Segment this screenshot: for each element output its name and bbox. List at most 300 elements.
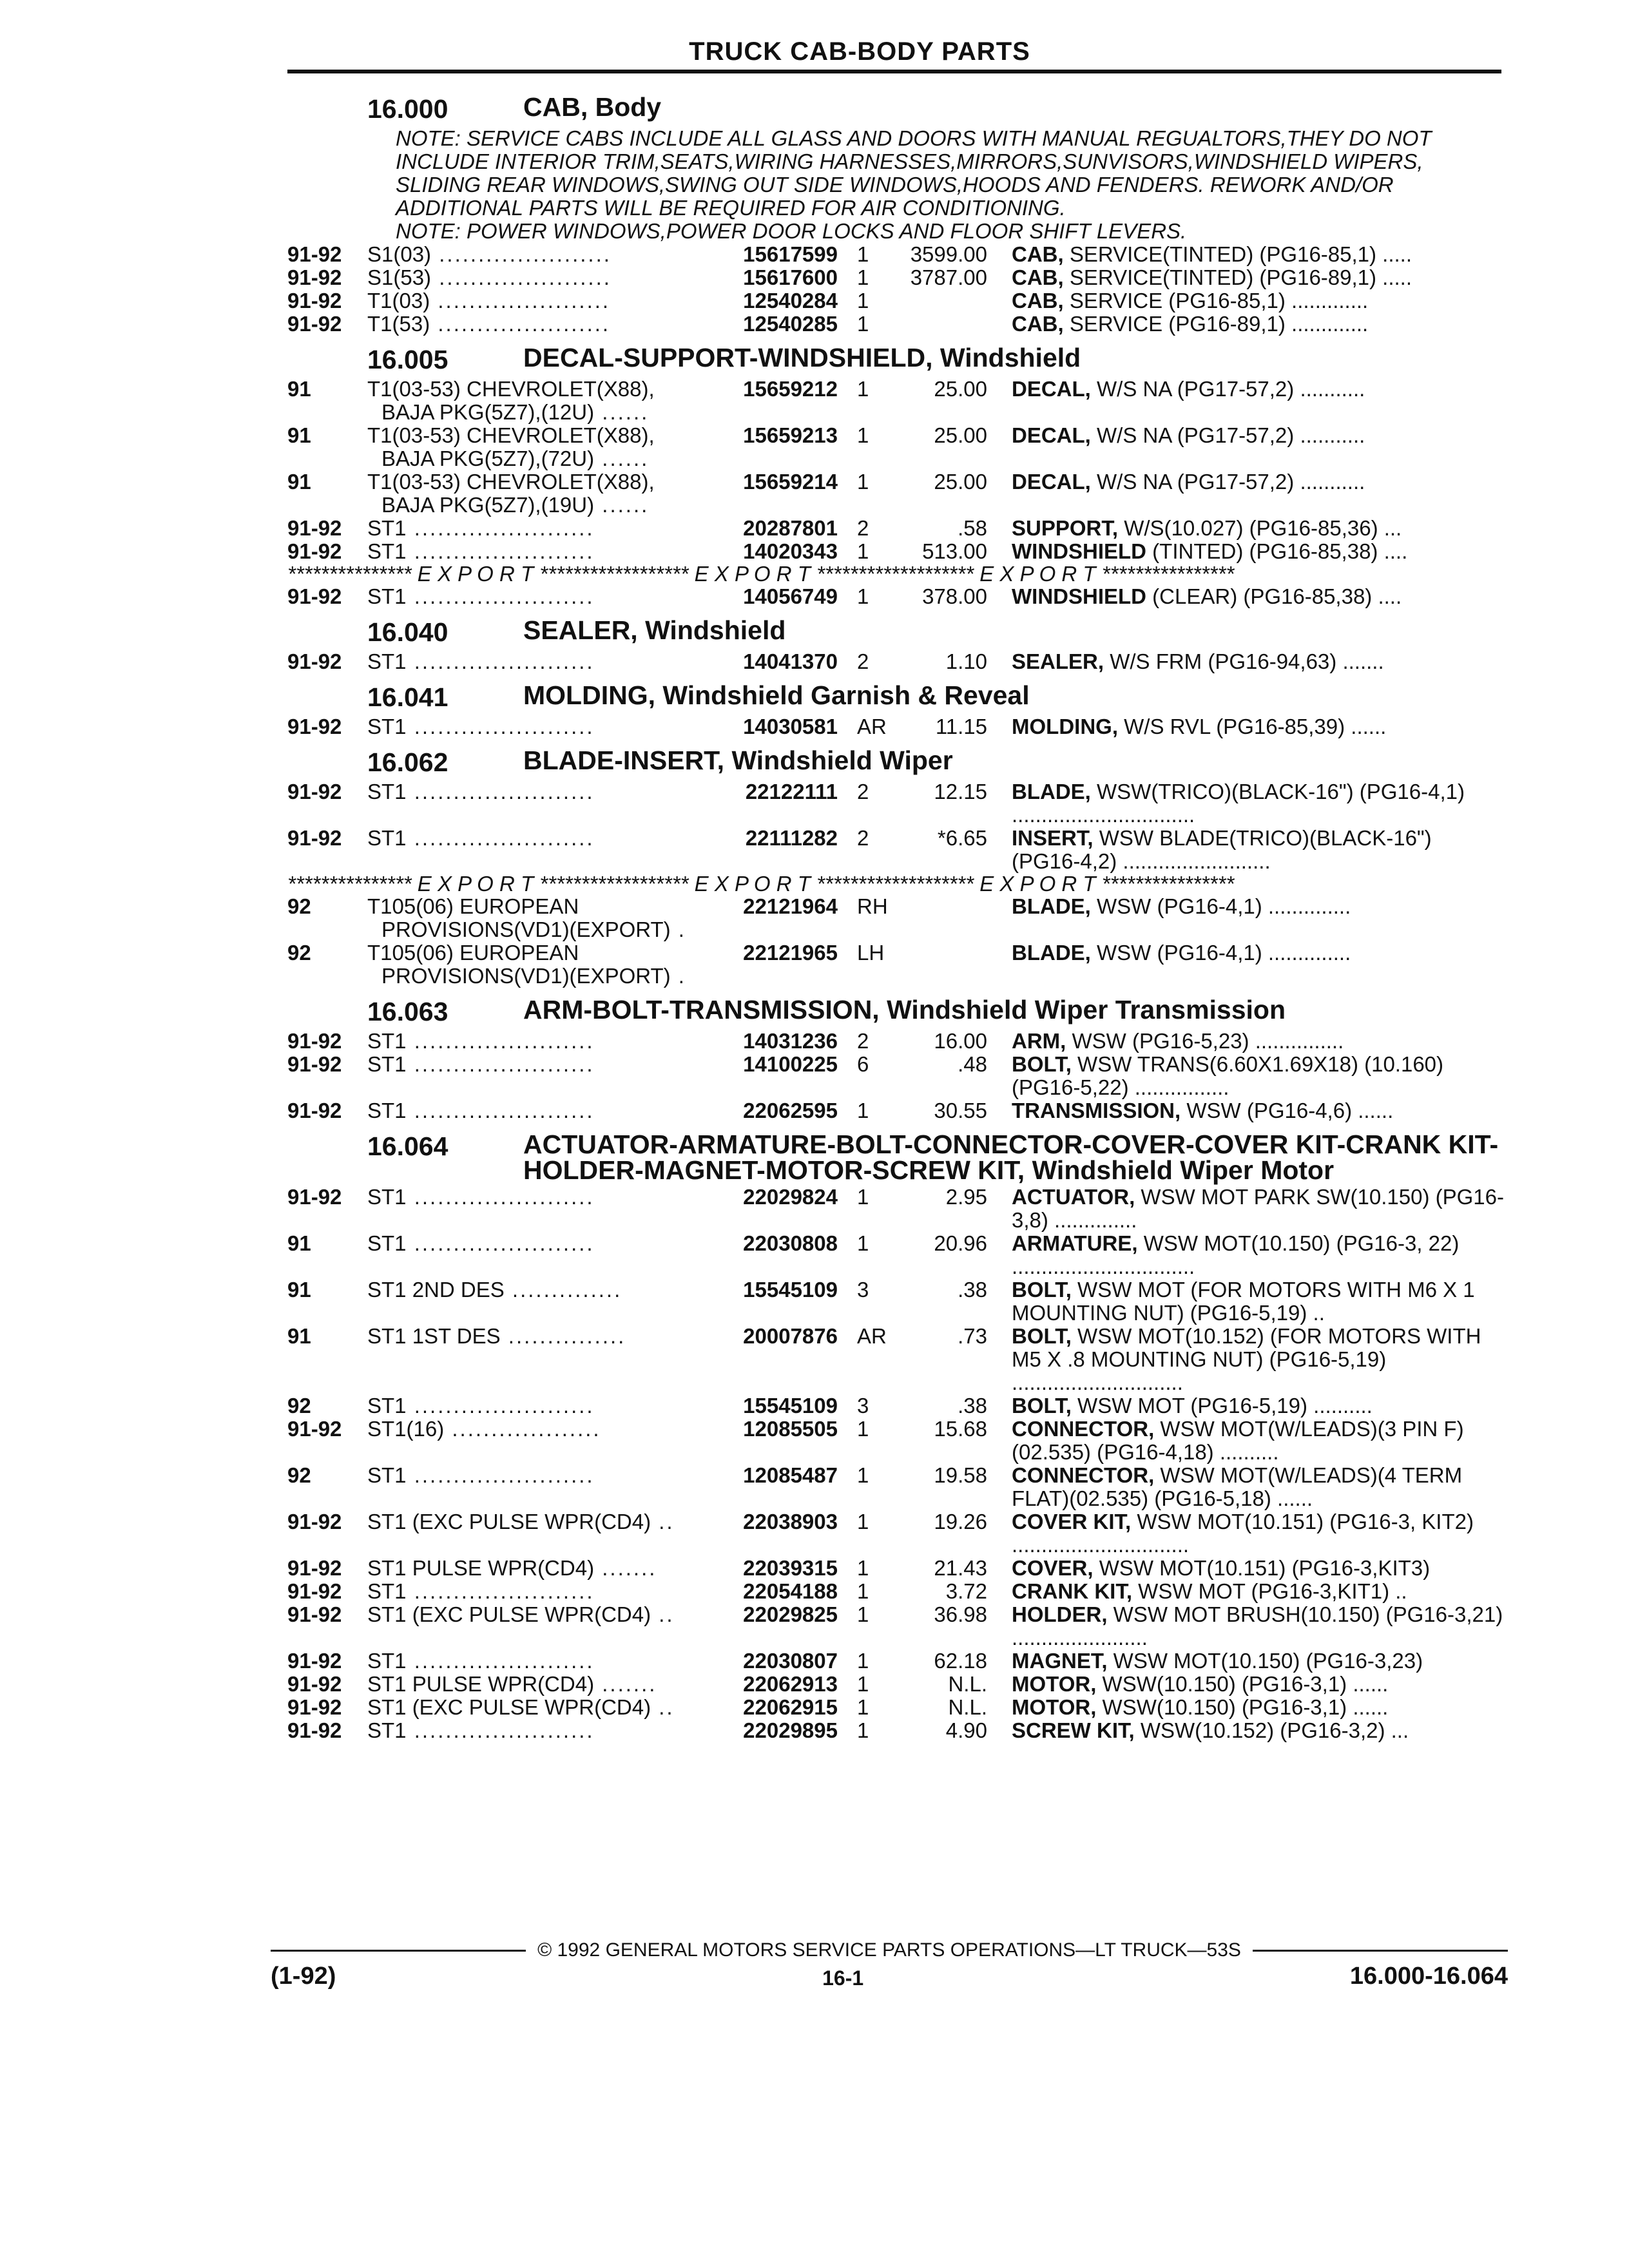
- part-name: HOLDER,: [1012, 1602, 1108, 1626]
- quantity: 1: [857, 1417, 869, 1441]
- part-number: 22062913: [743, 1672, 838, 1696]
- part-detail: WSW MOT (PG16-3,KIT1) ..: [1132, 1579, 1407, 1603]
- part-row: [287, 1278, 1505, 1325]
- footer-copyright-line: [271, 1939, 1508, 1961]
- part-detail: WSW MOT (FOR MOTORS WITH M6 X 1 MOUNTING NUT) (PG16-5,19) ..: [1012, 1278, 1475, 1325]
- part-name: ARM,: [1012, 1029, 1066, 1053]
- part-detail: WSW MOT PARK SW(10.150) (PG16-3,8) ..............: [1012, 1185, 1504, 1232]
- part-row: [287, 1053, 1505, 1099]
- leader-dots: ......................: [431, 242, 612, 266]
- part-name: TRANSMISSION,: [1012, 1099, 1181, 1122]
- part-row: [287, 827, 1505, 873]
- section-number: 16.063: [367, 997, 448, 1026]
- export-divider: *************** E X P O R T ****************** E X P O R T ******************* E X P O R T ****************: [287, 563, 1235, 585]
- part-description: [1012, 1418, 1505, 1464]
- part-name: COVER KIT,: [1012, 1510, 1132, 1533]
- section-title: DECAL-SUPPORT-WINDSHIELD, Windshield: [523, 343, 1081, 372]
- parts-list: [287, 85, 1505, 1742]
- part-description: [1012, 424, 1505, 447]
- part-number: 12540284: [743, 289, 838, 312]
- section-number: 16.064: [367, 1131, 448, 1161]
- leader-dots: .: [670, 964, 686, 988]
- model-year: 92: [287, 1394, 311, 1418]
- page-footer: [271, 1939, 1508, 1990]
- model-year: 91: [287, 423, 311, 447]
- part-number: 12540285: [743, 312, 838, 336]
- part-detail: W/S NA (PG17-57,2) ...........: [1090, 470, 1365, 494]
- application-text: ST1 (EXC PULSE WPR(CD4): [367, 1602, 651, 1626]
- part-detail: WSW(10.150) (PG16-3,1) ......: [1096, 1672, 1389, 1696]
- model-year: 91-92: [287, 516, 342, 540]
- application-description: [367, 1278, 722, 1302]
- part-name: SEALER,: [1012, 649, 1104, 673]
- leader-dots: ..............: [504, 1278, 622, 1302]
- footer-section-range: 16.000-16.064: [1349, 1963, 1508, 1990]
- part-number: 14100225: [743, 1052, 838, 1076]
- leader-dots: ......................: [430, 312, 611, 336]
- price: 25.00: [934, 470, 987, 494]
- part-number: 22121964: [743, 894, 838, 918]
- part-description: [1012, 517, 1505, 540]
- price: 12.15: [934, 780, 987, 803]
- application-text: ST1: [367, 516, 407, 540]
- quantity: 1: [857, 1556, 869, 1580]
- part-number: 20007876: [743, 1324, 838, 1348]
- part-description: [1012, 1719, 1505, 1742]
- part-detail: (CLEAR) (PG16-85,38) ....: [1146, 584, 1402, 608]
- model-year: 91-92: [287, 780, 342, 803]
- leader-dots: ......................: [431, 265, 612, 289]
- part-row: [287, 312, 1505, 336]
- part-detail: WSW BLADE(TRICO)(BLACK-16") (PG16-4,2) .........................: [1012, 826, 1432, 873]
- quantity: 1: [857, 1672, 869, 1696]
- part-detail: W/S NA (PG17-57,2) ...........: [1090, 423, 1365, 447]
- model-year: 91-92: [287, 715, 342, 738]
- part-number: 22062915: [743, 1695, 838, 1719]
- part-description: [1012, 895, 1505, 918]
- application-text: T1(03-53) CHEVROLET(X88),: [367, 377, 655, 401]
- application-description: [367, 1673, 722, 1696]
- application-description: [367, 1186, 722, 1209]
- part-detail: SERVICE(TINTED) (PG16-89,1) .....: [1063, 265, 1412, 289]
- part-detail: WSW MOT(10.150) (PG16-3, 22) ...............................: [1012, 1231, 1460, 1278]
- part-description: [1012, 650, 1505, 673]
- application-description: [367, 312, 722, 336]
- part-name: CONNECTOR,: [1012, 1463, 1155, 1487]
- application-line2: [367, 965, 722, 988]
- part-number: 15617599: [743, 242, 838, 266]
- part-detail: SERVICE(TINTED) (PG16-85,1) .....: [1063, 242, 1412, 266]
- part-number: 15659214: [743, 470, 838, 494]
- part-name: DECAL,: [1012, 470, 1091, 494]
- model-year: 91: [287, 1278, 311, 1302]
- section-notes: [367, 127, 1476, 243]
- application-description: [367, 1099, 722, 1122]
- application-text: ST1 (EXC PULSE WPR(CD4): [367, 1510, 651, 1533]
- part-row: [287, 1696, 1505, 1719]
- part-number: 22029824: [743, 1185, 838, 1209]
- model-year: 91-92: [287, 1099, 342, 1122]
- leader-dots: ..: [651, 1602, 675, 1626]
- application-text-cont: BAJA PKG(5Z7),(72U): [381, 447, 595, 470]
- part-detail: WSW (PG16-5,23) ...............: [1066, 1029, 1344, 1053]
- price: 36.98: [934, 1602, 987, 1626]
- quantity: 1: [857, 1602, 869, 1626]
- section-number: 16.000: [367, 94, 448, 124]
- quantity: 1: [857, 377, 869, 401]
- application-description: [367, 1557, 722, 1580]
- part-name: MAGNET,: [1012, 1649, 1108, 1673]
- model-year: 91-92: [287, 1029, 342, 1053]
- application-description: [367, 1603, 722, 1626]
- price: N.L.: [948, 1672, 987, 1696]
- part-name: SUPPORT,: [1012, 516, 1119, 540]
- part-name: BLADE,: [1012, 941, 1091, 965]
- part-number: 15617600: [743, 265, 838, 289]
- price: 21.43: [934, 1556, 987, 1580]
- model-year: 91-92: [287, 1602, 342, 1626]
- model-year: 91-92: [287, 1579, 342, 1603]
- price: 30.55: [934, 1099, 987, 1122]
- part-number: 22111282: [745, 826, 838, 850]
- part-detail: WSW MOT(10.150) (PG16-3,23): [1107, 1649, 1423, 1673]
- part-number: 15545109: [743, 1394, 838, 1418]
- application-text: ST1 PULSE WPR(CD4): [367, 1556, 595, 1580]
- part-number: 22039315: [743, 1556, 838, 1580]
- application-text: ST1: [367, 1718, 407, 1742]
- section-header: [287, 94, 1505, 124]
- part-description: [1012, 1053, 1505, 1099]
- price: 19.26: [934, 1510, 987, 1533]
- price: .73: [958, 1324, 987, 1348]
- part-number: 22030807: [743, 1649, 838, 1673]
- part-name: MOLDING,: [1012, 715, 1118, 738]
- part-description: [1012, 266, 1505, 289]
- leader-dots: .......................: [406, 649, 595, 673]
- part-row: [287, 1603, 1505, 1649]
- leader-dots: .......................: [406, 539, 595, 563]
- application-description: [367, 780, 722, 803]
- part-name: DECAL,: [1012, 377, 1091, 401]
- price: 2.95: [945, 1185, 987, 1209]
- application-text: S1(53): [367, 265, 432, 289]
- application-description: [367, 1325, 722, 1348]
- price: 1.10: [945, 649, 987, 673]
- part-description: [1012, 1186, 1505, 1232]
- model-year: 92: [287, 894, 311, 918]
- price: 62.18: [934, 1649, 987, 1673]
- application-description: [367, 941, 722, 988]
- application-text: ST1: [367, 1052, 407, 1076]
- quantity: RH: [857, 894, 888, 918]
- export-divider: *************** E X P O R T ****************** E X P O R T ******************* E X P O R T ****************: [287, 873, 1235, 895]
- application-line2: [367, 494, 722, 517]
- section-title: BLADE-INSERT, Windshield Wiper: [523, 745, 953, 775]
- part-description: [1012, 1510, 1505, 1557]
- part-detail: WSW MOT (PG16-5,19) ..........: [1071, 1394, 1373, 1418]
- application-description: [367, 585, 722, 608]
- part-row: [287, 1394, 1505, 1418]
- part-name: INSERT,: [1012, 826, 1094, 850]
- part-row: [287, 540, 1505, 563]
- part-description: [1012, 1649, 1505, 1673]
- part-name: BLADE,: [1012, 780, 1091, 803]
- leader-dots: ......: [594, 447, 650, 470]
- quantity: 2: [857, 649, 869, 673]
- price: 15.68: [934, 1417, 987, 1441]
- price: 25.00: [934, 423, 987, 447]
- model-year: 92: [287, 941, 311, 965]
- application-text: ST1: [367, 1231, 407, 1255]
- part-number: 22054188: [743, 1579, 838, 1603]
- application-text: S1(03): [367, 242, 432, 266]
- application-description: [367, 1649, 722, 1673]
- part-detail: WSW (PG16-4,1) ..............: [1090, 894, 1351, 918]
- part-number: 22121965: [743, 941, 838, 965]
- part-row: [287, 378, 1505, 424]
- model-year: 91-92: [287, 1185, 342, 1209]
- leader-dots: .......................: [406, 1231, 595, 1255]
- application-text: ST1 (EXC PULSE WPR(CD4): [367, 1695, 651, 1719]
- part-row: [287, 1099, 1505, 1122]
- part-row: [287, 1510, 1505, 1557]
- model-year: 91-92: [287, 1649, 342, 1673]
- model-year: 92: [287, 1463, 311, 1487]
- part-row: [287, 585, 1505, 608]
- section-title: ACTUATOR-ARMATURE-BOLT-CONNECTOR-COVER-COVER KIT-CRANK KIT-HOLDER-MAGNET-MOTOR-SCREW KIT, Windshield Wiper Motor: [523, 1129, 1499, 1185]
- model-year: 91-92: [287, 1556, 342, 1580]
- part-description: [1012, 378, 1505, 401]
- application-text: T1(03-53) CHEVROLET(X88),: [367, 423, 655, 447]
- part-row: [287, 1030, 1505, 1053]
- part-description: [1012, 1278, 1505, 1325]
- application-text: T105(06) EUROPEAN: [367, 941, 579, 965]
- part-detail: W/S NA (PG17-57,2) ...........: [1090, 377, 1365, 401]
- leader-dots: .......................: [406, 584, 595, 608]
- application-description: [367, 1418, 722, 1441]
- leader-dots: .......................: [406, 1099, 595, 1122]
- application-description: [367, 266, 722, 289]
- model-year: 91: [287, 377, 311, 401]
- quantity: 2: [857, 780, 869, 803]
- application-text: ST1: [367, 1463, 407, 1487]
- model-year: 91-92: [287, 1417, 342, 1441]
- model-year: 91-92: [287, 826, 342, 850]
- application-line2: [367, 401, 722, 424]
- application-description: [367, 517, 722, 540]
- section-header: [287, 617, 1505, 648]
- application-description: [367, 540, 722, 563]
- footer-page-number: 16-1: [822, 1966, 864, 1990]
- price: 25.00: [934, 377, 987, 401]
- part-row: [287, 780, 1505, 827]
- price: 378.00: [922, 584, 987, 608]
- leader-dots: .......: [594, 1672, 657, 1696]
- application-text: T1(03): [367, 289, 430, 312]
- leader-dots: .......................: [406, 1029, 595, 1053]
- model-year: 91: [287, 1324, 311, 1348]
- part-name: WINDSHIELD: [1012, 539, 1146, 563]
- leader-dots: ...............: [500, 1324, 626, 1348]
- quantity: 1: [857, 584, 869, 608]
- price: 20.96: [934, 1231, 987, 1255]
- application-description: [367, 470, 722, 517]
- part-description: [1012, 1394, 1505, 1418]
- part-description: [1012, 470, 1505, 494]
- quantity: LH: [857, 941, 885, 965]
- part-detail: SERVICE (PG16-89,1) .............: [1063, 312, 1369, 336]
- quantity: 1: [857, 470, 869, 494]
- leader-dots: ..: [651, 1695, 675, 1719]
- part-description: [1012, 827, 1505, 873]
- part-detail: WSW MOT(10.151) (PG16-3, KIT2) ..............................: [1012, 1510, 1474, 1557]
- quantity: 1: [857, 1185, 869, 1209]
- part-name: ACTUATOR,: [1012, 1185, 1135, 1209]
- part-description: [1012, 1696, 1505, 1719]
- application-text: T1(03-53) CHEVROLET(X88),: [367, 470, 655, 494]
- quantity: 3: [857, 1278, 869, 1302]
- part-name: CRANK KIT,: [1012, 1579, 1132, 1603]
- leader-dots: .......................: [406, 1718, 595, 1742]
- model-year: 91-92: [287, 1052, 342, 1076]
- section-header: [287, 997, 1505, 1027]
- part-number: 15659212: [743, 377, 838, 401]
- price: 3.72: [945, 1579, 987, 1603]
- price: 4.90: [945, 1718, 987, 1742]
- part-row: [287, 941, 1505, 988]
- model-year: 91-92: [287, 584, 342, 608]
- part-row: [287, 266, 1505, 289]
- quantity: 1: [857, 1579, 869, 1603]
- footer-rule-left: [271, 1950, 526, 1952]
- part-number: 15659213: [743, 423, 838, 447]
- part-number: 14031236: [743, 1029, 838, 1053]
- part-row: [287, 1580, 1505, 1603]
- part-name: CAB,: [1012, 265, 1064, 289]
- leader-dots: .......................: [406, 780, 595, 803]
- part-row: [287, 1186, 1505, 1232]
- footer-rule-right: [1253, 1950, 1508, 1952]
- application-text: ST1: [367, 826, 407, 850]
- part-row: [287, 243, 1505, 266]
- quantity: 1: [857, 1649, 869, 1673]
- price: *6.65: [937, 826, 987, 850]
- quantity: 3: [857, 1394, 869, 1418]
- section-number: 16.005: [367, 345, 448, 374]
- section-header: [287, 682, 1505, 713]
- footer-date: (1-92): [271, 1963, 336, 1990]
- part-row: [287, 289, 1505, 312]
- part-name: DECAL,: [1012, 423, 1091, 447]
- application-text-cont: PROVISIONS(VD1)(EXPORT): [381, 964, 671, 988]
- part-number: 22029825: [743, 1602, 838, 1626]
- model-year: 91-92: [287, 289, 342, 312]
- part-name: ARMATURE,: [1012, 1231, 1138, 1255]
- quantity: AR: [857, 715, 887, 738]
- quantity: 1: [857, 289, 869, 312]
- application-description: [367, 650, 722, 673]
- application-text: ST1: [367, 1394, 407, 1418]
- price: .48: [958, 1052, 987, 1076]
- part-name: COVER,: [1012, 1556, 1094, 1580]
- application-description: [367, 715, 722, 738]
- application-line2: [367, 447, 722, 470]
- part-name: CAB,: [1012, 289, 1064, 312]
- model-year: 91-92: [287, 265, 342, 289]
- model-year: 91-92: [287, 1718, 342, 1742]
- part-number: 12085505: [743, 1417, 838, 1441]
- leader-dots: .......................: [406, 1394, 595, 1418]
- title-rule: [287, 70, 1501, 73]
- part-name: BOLT,: [1012, 1394, 1072, 1418]
- part-row: [287, 1232, 1505, 1278]
- price: 3787.00: [910, 265, 987, 289]
- application-description: [367, 1053, 722, 1076]
- page-title: TRUCK CAB-BODY PARTS: [689, 37, 1030, 66]
- part-description: [1012, 312, 1505, 336]
- model-year: 91-92: [287, 1672, 342, 1696]
- part-name: WINDSHIELD: [1012, 584, 1146, 608]
- part-number: 14056749: [743, 584, 838, 608]
- price: .38: [958, 1394, 987, 1418]
- leader-dots: .......................: [406, 516, 595, 540]
- leader-dots: ......................: [430, 289, 611, 312]
- part-detail: WSW (PG16-4,6) ......: [1181, 1099, 1394, 1122]
- leader-dots: .......................: [406, 1052, 595, 1076]
- section-title: CAB, Body: [523, 92, 662, 122]
- quantity: 2: [857, 516, 869, 540]
- part-number: 22029895: [743, 1718, 838, 1742]
- application-text: ST1: [367, 1099, 407, 1122]
- application-description: [367, 1232, 722, 1255]
- part-row: [287, 715, 1505, 738]
- quantity: 1: [857, 1099, 869, 1122]
- part-detail: WSW MOT(10.152) (FOR MOTORS WITH M5 X .8 MOUNTING NUT) (PG16-5,19) .............................: [1012, 1324, 1481, 1394]
- leader-dots: .......................: [406, 1463, 595, 1487]
- application-description: [367, 424, 722, 470]
- application-text: ST1: [367, 1579, 407, 1603]
- section-number: 16.040: [367, 617, 448, 647]
- part-row: [287, 1673, 1505, 1696]
- price: 16.00: [934, 1029, 987, 1053]
- part-name: CONNECTOR,: [1012, 1417, 1155, 1441]
- section-title: ARM-BOLT-TRANSMISSION, Windshield Wiper Transmission: [523, 995, 1286, 1024]
- model-year: 91-92: [287, 1695, 342, 1719]
- application-description: [367, 1030, 722, 1053]
- application-description: [367, 1464, 722, 1487]
- part-number: 12085487: [743, 1463, 838, 1487]
- part-name: SCREW KIT,: [1012, 1718, 1135, 1742]
- part-name: BOLT,: [1012, 1278, 1072, 1302]
- application-description: [367, 243, 722, 266]
- quantity: 1: [857, 1510, 869, 1533]
- leader-dots: .......................: [406, 1579, 595, 1603]
- application-text: ST1: [367, 584, 407, 608]
- part-number: 22038903: [743, 1510, 838, 1533]
- part-detail: (TINTED) (PG16-85,38) ....: [1146, 539, 1408, 563]
- part-detail: WSW MOT(W/LEADS)(3 PIN F)(02.535) (PG16-4,18) ..........: [1012, 1417, 1464, 1464]
- quantity: 1: [857, 265, 869, 289]
- note-text: NOTE: POWER WINDOWS,POWER DOOR LOCKS AND FLOOR SHIFT LEVERS.: [396, 219, 1187, 243]
- application-text: ST1: [367, 1185, 407, 1209]
- application-description: [367, 1580, 722, 1603]
- part-name: MOTOR,: [1012, 1695, 1097, 1719]
- part-row: [287, 424, 1505, 470]
- application-text: ST1: [367, 1029, 407, 1053]
- part-detail: W/S FRM (PG16-94,63) .......: [1104, 649, 1384, 673]
- part-row: [287, 1418, 1505, 1464]
- part-detail: SERVICE (PG16-85,1) .............: [1063, 289, 1369, 312]
